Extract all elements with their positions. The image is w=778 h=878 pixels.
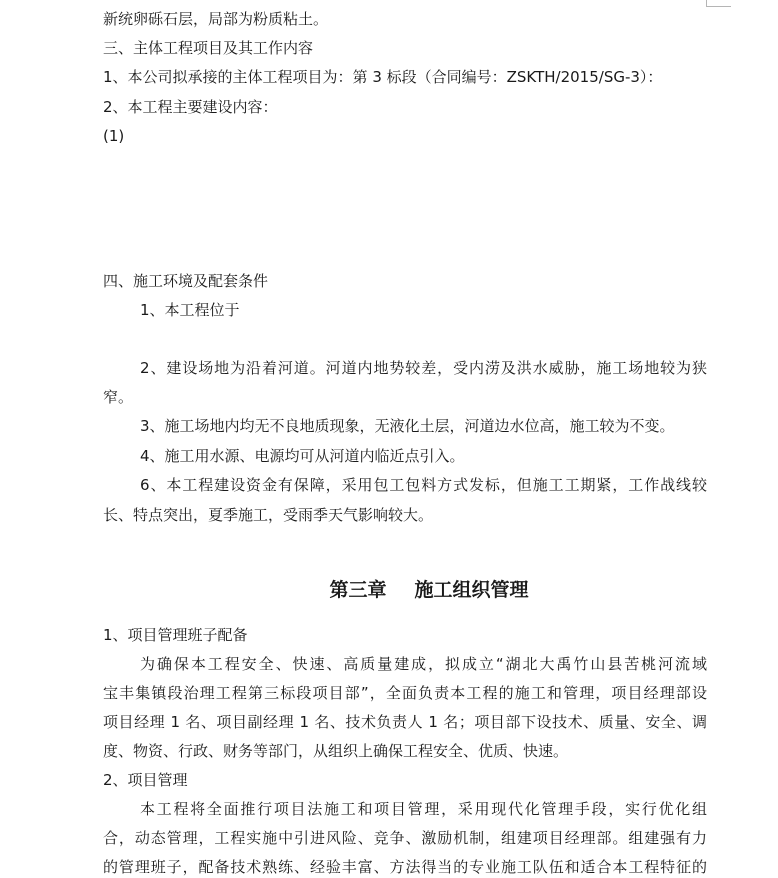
geology-text-line: 新统卵砾石层，局部为粉质粘土。 [103, 10, 329, 28]
chapter-number: 第三章 [329, 579, 387, 601]
team-paragraph-line1: 为确保本工程安全、快速、高质量建成，拟成立“湖北大禹竹山县苦桃河流域 [140, 655, 707, 673]
environment-item-2-line2: 窄。 [103, 388, 134, 406]
chapter-title: 施工组织管理 [414, 579, 529, 601]
management-paragraph-line1: 本工程将全面推行项目法施工和项目管理，采用现代化管理手段，实行优化组 [140, 800, 707, 818]
management-paragraph-line3: 的管理班子，配备技术熟练、经验丰富、方法得当的专业施工队伍和适合本工程特征的 [103, 858, 707, 876]
construction-content-line: 2、本工程主要建设内容： [103, 98, 278, 116]
environment-item-4: 4、施工用水源、电源均可从河道内临近点引入。 [140, 447, 465, 465]
subsection-heading-team: 1、项目管理班子配备 [103, 626, 248, 644]
page-corner-mark [706, 0, 731, 7]
environment-item-6-line1: 6、本工程建设资金有保障，采用包工包料方式发标，但施工工期紧，工作战线较 [140, 476, 707, 494]
list-marker-1: (1) [103, 127, 125, 145]
environment-item-3: 3、施工场地内均无不良地质现象，无液化土层，河道边水位高，施工较为不变。 [140, 417, 675, 435]
subsection-heading-management: 2、项目管理 [103, 771, 188, 789]
environment-item-6-line2: 长、特点突出，夏季施工，受雨季天气影响较大。 [103, 506, 434, 524]
environment-item-2-line1: 2、建设场地为沿着河道。河道内地势较差，受内涝及洪水威胁，施工场地较为狭 [140, 359, 707, 377]
team-paragraph-line4: 度、物资、行政、财务等部门，从组织上确保工程安全、优质、快速。 [103, 742, 569, 760]
management-paragraph-line2: 合，动态管理，工程实施中引进风险、竞争、激励机制，组建项目经理部。组建强有力 [103, 829, 707, 847]
chapter-heading [0, 577, 778, 603]
contract-item-line: 1、本公司拟承接的主体工程项目为：第 3 标段（合同编号：ZSKTH/2015/SG-3）： [103, 68, 663, 86]
section-heading-environment: 四、施工环境及配套条件 [103, 272, 269, 290]
section-heading-main-project: 三、主体工程项目及其工作内容 [103, 39, 314, 57]
environment-item-1: 1、本工程位于 [140, 301, 240, 319]
team-paragraph-line2: 宝丰集镇段治理工程第三标段项目部”，全面负责本工程的施工和管理，项目经理部设 [103, 684, 707, 702]
team-paragraph-line3: 项目经理 1 名、项目副经理 1 名、技术负责人 1 名；项目部下设技术、质量、安全、调 [103, 713, 707, 731]
